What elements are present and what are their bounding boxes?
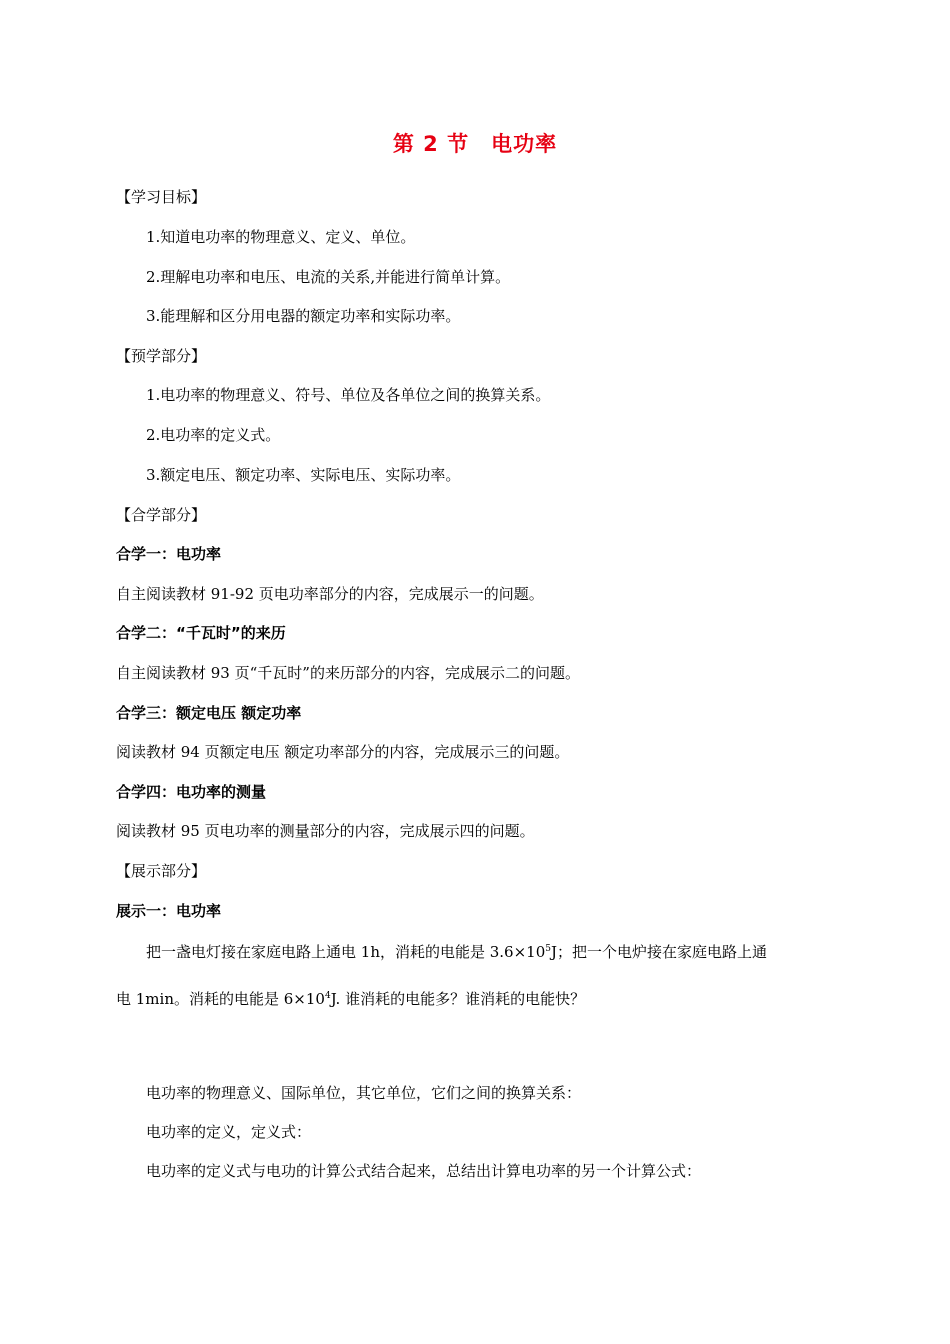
goals-header: 【学习目标】 — [116, 188, 207, 206]
problem-text: J；把一个电炉接在家庭电路上通 — [551, 943, 768, 961]
page-title — [0, 128, 950, 158]
problem-text: 电 1min。消耗的电能是 6×10 — [116, 990, 325, 1008]
cooperate-heading: 合学二：“千瓦时”的来历 — [116, 624, 286, 642]
question-line: 电功率的定义式与电功的计算公式结合起来，总结出计算电功率的另一个计算公式： — [146, 1162, 702, 1180]
problem-line-2 — [116, 989, 585, 1009]
cooperate-heading: 合学四：电功率的测量 — [116, 783, 267, 801]
preview-header: 【预学部分】 — [116, 347, 207, 365]
cooperate-heading: 合学一：电功率 — [116, 545, 222, 563]
cooperate-text: 阅读教材 95 页电功率的测量部分的内容，完成展示四的问题。 — [116, 822, 535, 840]
cooperate-text: 阅读教材 94 页额定电压 额定功率部分的内容，完成展示三的问题。 — [116, 743, 570, 761]
problem-text: J. 谁消耗的电能多？谁消耗的电能快？ — [330, 990, 586, 1008]
title-section-number: 第 2 节 — [392, 132, 470, 156]
question-line: 电功率的定义，定义式： — [146, 1123, 312, 1141]
title-topic: 电功率 — [491, 132, 558, 156]
problem-text: 把一盏电灯接在家庭电路上通电 1h，消耗的电能是 3.6×10 — [146, 943, 546, 961]
preview-item: 3.额定电压、额定功率、实际电压、实际功率。 — [146, 466, 461, 484]
preview-item: 1.电功率的物理意义、符号、单位及各单位之间的换算关系。 — [146, 386, 551, 404]
exponent: 5 — [545, 944, 551, 954]
goal-item: 3.能理解和区分用电器的额定功率和实际功率。 — [146, 307, 461, 325]
question-line: 电功率的物理意义、国际单位，其它单位，它们之间的换算关系： — [146, 1084, 582, 1102]
cooperate-text: 自主阅读教材 91-92 页电功率部分的内容，完成展示一的问题。 — [116, 585, 544, 603]
goal-item: 2.理解电功率和电压、电流的关系,并能进行简单计算。 — [146, 268, 511, 286]
problem-line-1 — [146, 942, 767, 962]
show-heading: 展示一：电功率 — [116, 902, 222, 920]
show-header: 【展示部分】 — [116, 862, 207, 880]
goal-item: 1.知道电功率的物理意义、定义、单位。 — [146, 228, 416, 246]
cooperate-header: 【合学部分】 — [116, 506, 207, 524]
cooperate-text: 自主阅读教材 93 页“千瓦时”的来历部分的内容，完成展示二的问题。 — [116, 664, 580, 682]
cooperate-heading: 合学三：额定电压 额定功率 — [116, 704, 302, 722]
exponent: 4 — [324, 991, 331, 1001]
preview-item: 2.电功率的定义式。 — [146, 426, 281, 444]
